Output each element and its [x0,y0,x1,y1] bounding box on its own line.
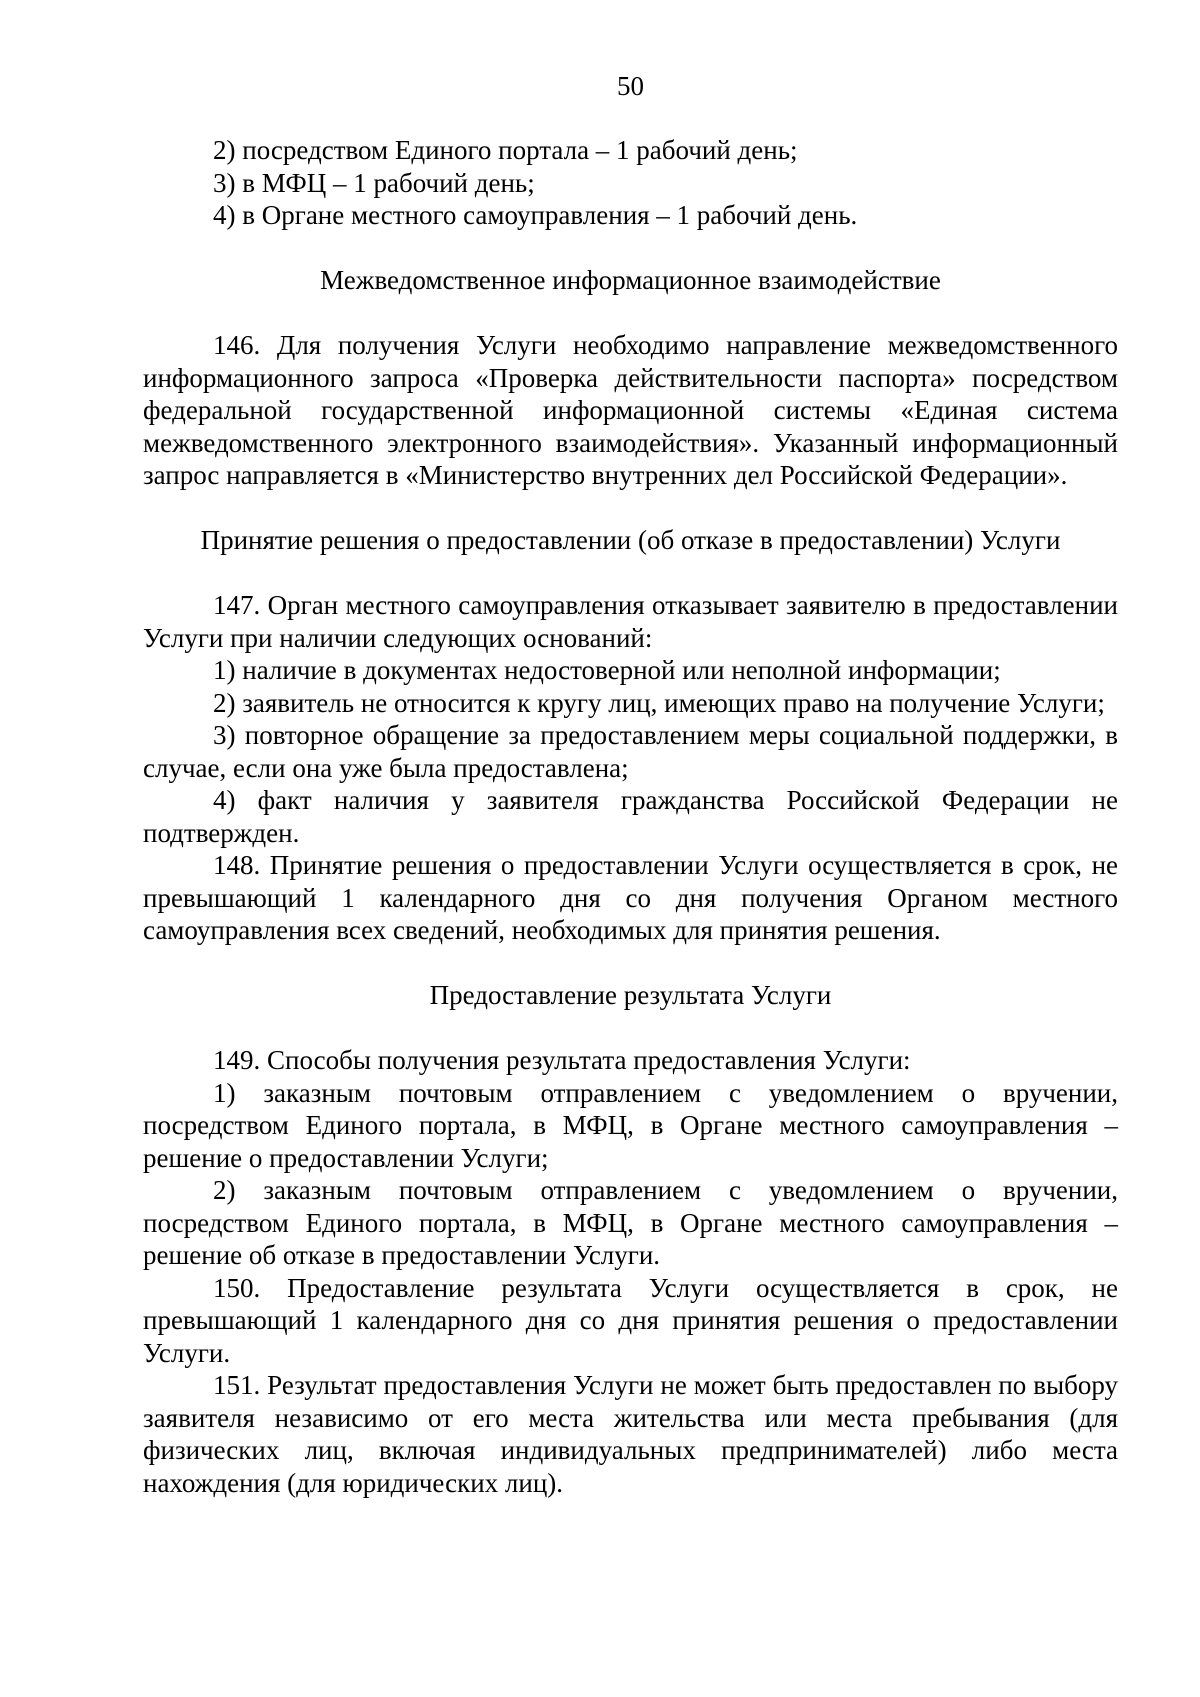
paragraph-151: 151. Результат предоставления Услуги не может быть предоставлен по выбору заявителя независимо от его места жительства или места пребывания (для физических лиц, включая индивидуальных предпринимателей) либо места нахождения (для юридических лиц). [143,1370,1118,1498]
paragraph-146: 146. Для получения Услуги необходимо направление межведомственного информационного запроса «Проверка действительности паспорта» посредством федеральной государственной информационной системы «Единая система межведомственного электронного взаимодействия». Указанный информационный запрос направляется в «Министерство внутренних дел Российской Федерации». [143,330,1118,490]
list-item: 4) факт наличия у заявителя гражданства Российской Федерации не подтвержден. [143,785,1118,848]
list-item: 1) наличие в документах недостоверной или неполной информации; [213,655,1001,685]
list-item: 2) заказным почтовым отправлением с уведомлением о вручении, посредством Единого портала, в МФЦ, в Органе местного самоуправления – решение об отказе в предоставлении Услуги. [143,1175,1118,1270]
list-item: 2) заявитель не относится к кругу лиц, имеющих право на получение Услуги; [213,687,1105,718]
paragraph-150: 150. Предоставление результата Услуги осуществляется в срок, не превышающий 1 календарного дня со дня принятия решения о предоставлении Услуги. [143,1272,1118,1368]
list-item: 2) посредством Единого портала – 1 рабочий день; [213,135,798,165]
paragraph-147: 147. Орган местного самоуправления отказывает заявителю в предоставлении Услуги при наличии следующих оснований: [143,590,1118,653]
section-heading-result: Предоставление результата Услуги [429,980,832,1010]
list-item: 1) заказным почтовым отправлением с уведомлением о вручении, посредством Единого портала, в МФЦ, в Органе местного самоуправления – решение о предоставлении Услуги; [143,1077,1118,1173]
document-body [143,134,1118,1499]
section-heading-interagency: Межведомственное информационное взаимодействие [320,265,941,295]
page-number: 50 [617,71,644,101]
section-heading-decision: Принятие решения о предоставлении (об отказе в предоставлении) Услуги [200,525,1061,555]
paragraph-149: 149. Способы получения результата предоставления Услуги: [213,1045,911,1075]
list-item: 3) в МФЦ – 1 рабочий день; [213,167,535,198]
list-item: 4) в Органе местного самоуправления – 1 рабочий день. [213,200,858,230]
paragraph-148: 148. Принятие решения о предоставлении Услуги осуществляется в срок, не превышающий 1 календарного дня со дня получения Органом местного самоуправления всех сведений, необходимых для принятия решения. [143,850,1118,945]
list-item: 3) повторное обращение за предоставлением меры социальной поддержки, в случае, если она уже была предоставлена; [143,720,1118,783]
